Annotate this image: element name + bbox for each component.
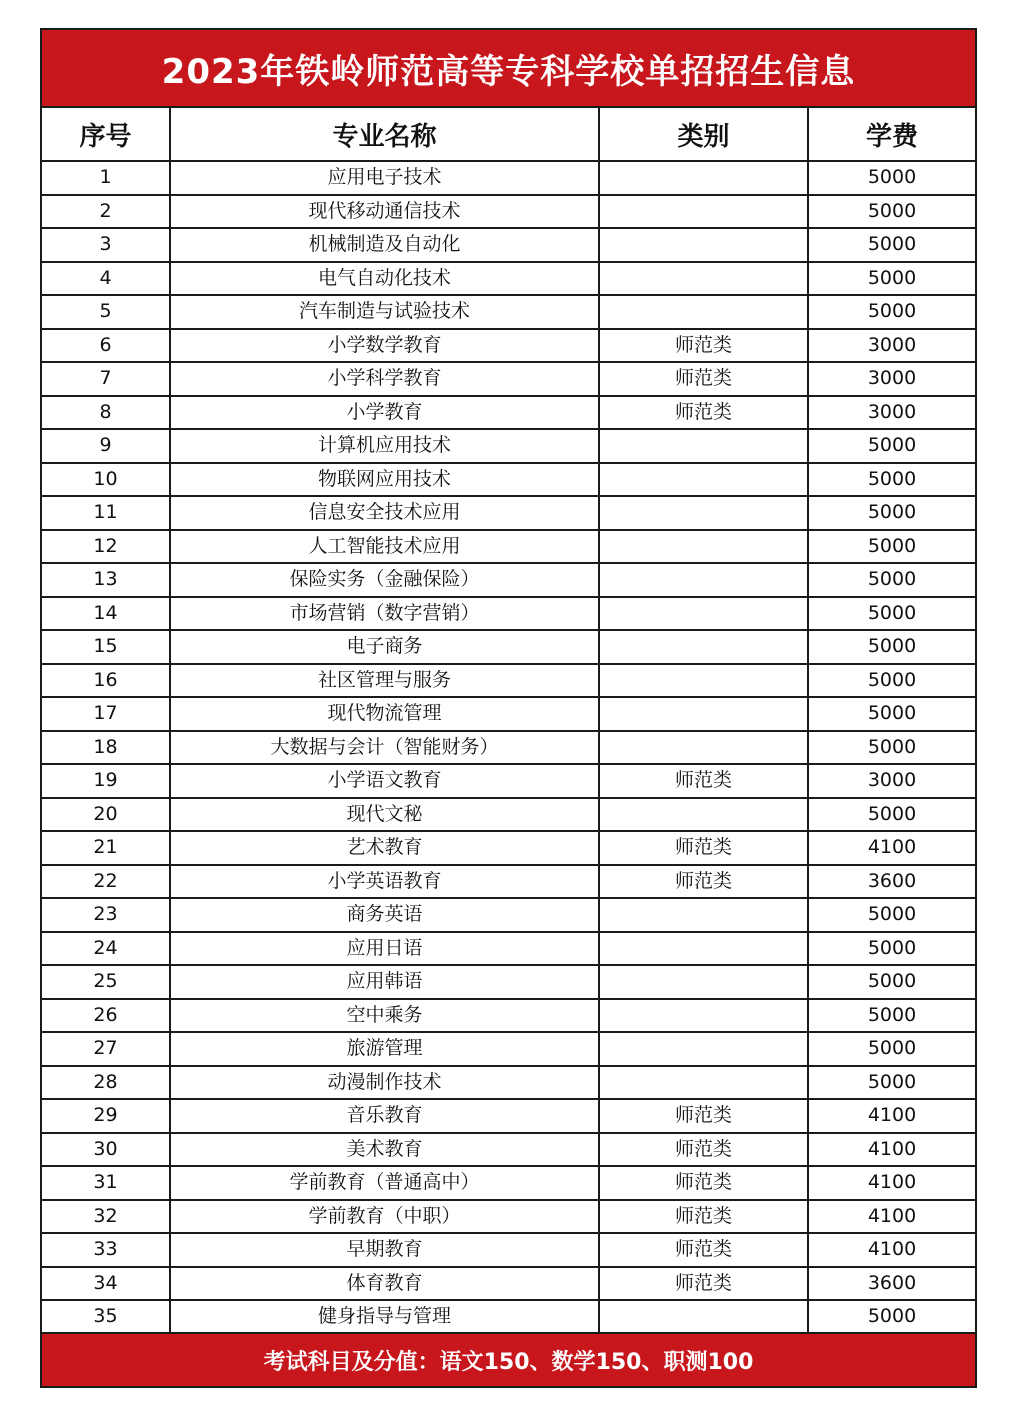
table-row <box>42 161 975 195</box>
cell-tuition: 5000 <box>808 1032 975 1066</box>
cell-major-name: 学前教育（中职） <box>170 1200 599 1234</box>
cell-major-name: 汽车制造与试验技术 <box>170 295 599 329</box>
cell-major-name: 音乐教育 <box>170 1099 599 1133</box>
table-row <box>42 396 975 430</box>
cell-tuition: 5000 <box>808 429 975 463</box>
cell-category <box>599 965 808 999</box>
cell-tuition: 5000 <box>808 630 975 664</box>
cell-category <box>599 630 808 664</box>
table-row <box>42 1200 975 1234</box>
cell-no: 15 <box>42 630 170 664</box>
cell-no: 34 <box>42 1267 170 1301</box>
cell-tuition: 5000 <box>808 932 975 966</box>
cell-major-name: 小学教育 <box>170 396 599 430</box>
cell-category <box>599 161 808 195</box>
table-row <box>42 965 975 999</box>
cell-no: 35 <box>42 1300 170 1334</box>
column-header-fee: 学费 <box>808 108 975 161</box>
cell-no: 4 <box>42 262 170 296</box>
cell-tuition: 4100 <box>808 1133 975 1167</box>
cell-major-name: 早期教育 <box>170 1233 599 1267</box>
table-row <box>42 563 975 597</box>
cell-no: 12 <box>42 530 170 564</box>
cell-tuition: 5000 <box>808 161 975 195</box>
cell-category: 师范类 <box>599 831 808 865</box>
cell-no: 21 <box>42 831 170 865</box>
cell-no: 20 <box>42 798 170 832</box>
column-header-name: 专业名称 <box>170 108 599 161</box>
cell-tuition: 4100 <box>808 831 975 865</box>
cell-tuition: 5000 <box>808 965 975 999</box>
cell-major-name: 应用韩语 <box>170 965 599 999</box>
cell-no: 24 <box>42 932 170 966</box>
table-row <box>42 831 975 865</box>
cell-major-name: 现代物流管理 <box>170 697 599 731</box>
table-row <box>42 429 975 463</box>
cell-tuition: 3600 <box>808 865 975 899</box>
table-row <box>42 664 975 698</box>
cell-major-name: 应用日语 <box>170 932 599 966</box>
table-row <box>42 262 975 296</box>
cell-no: 5 <box>42 295 170 329</box>
cell-category <box>599 496 808 530</box>
cell-no: 6 <box>42 329 170 363</box>
cell-tuition: 4100 <box>808 1099 975 1133</box>
cell-major-name: 小学数学教育 <box>170 329 599 363</box>
cell-no: 30 <box>42 1133 170 1167</box>
cell-tuition: 5000 <box>808 463 975 497</box>
cell-major-name: 市场营销（数字营销） <box>170 597 599 631</box>
table-row <box>42 228 975 262</box>
table-row <box>42 865 975 899</box>
cell-tuition: 5000 <box>808 295 975 329</box>
cell-tuition: 5000 <box>808 731 975 765</box>
cell-major-name: 空中乘务 <box>170 999 599 1033</box>
cell-tuition: 3000 <box>808 362 975 396</box>
cell-category: 师范类 <box>599 362 808 396</box>
table-body <box>42 161 975 1334</box>
cell-no: 32 <box>42 1200 170 1234</box>
cell-category <box>599 697 808 731</box>
cell-major-name: 小学英语教育 <box>170 865 599 899</box>
cell-major-name: 物联网应用技术 <box>170 463 599 497</box>
table-row <box>42 597 975 631</box>
cell-category: 师范类 <box>599 1233 808 1267</box>
cell-tuition: 5000 <box>808 664 975 698</box>
cell-tuition: 3000 <box>808 396 975 430</box>
column-header-type: 类别 <box>599 108 808 161</box>
cell-category: 师范类 <box>599 1133 808 1167</box>
cell-category <box>599 1066 808 1100</box>
table-row <box>42 1166 975 1200</box>
cell-no: 9 <box>42 429 170 463</box>
cell-no: 27 <box>42 1032 170 1066</box>
cell-tuition: 3000 <box>808 329 975 363</box>
cell-tuition: 5000 <box>808 999 975 1033</box>
cell-category <box>599 932 808 966</box>
cell-no: 26 <box>42 999 170 1033</box>
cell-major-name: 现代文秘 <box>170 798 599 832</box>
table-row <box>42 1032 975 1066</box>
cell-no: 8 <box>42 396 170 430</box>
cell-major-name: 大数据与会计（智能财务） <box>170 731 599 765</box>
cell-no: 17 <box>42 697 170 731</box>
cell-category <box>599 597 808 631</box>
cell-major-name: 信息安全技术应用 <box>170 496 599 530</box>
table-row <box>42 195 975 229</box>
cell-tuition: 4100 <box>808 1166 975 1200</box>
table-row <box>42 630 975 664</box>
cell-major-name: 机械制造及自动化 <box>170 228 599 262</box>
table-row <box>42 932 975 966</box>
table-row <box>42 463 975 497</box>
cell-tuition: 5000 <box>808 195 975 229</box>
cell-no: 7 <box>42 362 170 396</box>
exam-subjects-footer: 考试科目及分值：语文150、数学150、职测100 <box>42 1332 975 1386</box>
table-row <box>42 1133 975 1167</box>
cell-tuition: 5000 <box>808 262 975 296</box>
cell-no: 3 <box>42 228 170 262</box>
cell-no: 29 <box>42 1099 170 1133</box>
cell-tuition: 5000 <box>808 1066 975 1100</box>
cell-category <box>599 429 808 463</box>
cell-tuition: 5000 <box>808 798 975 832</box>
cell-major-name: 动漫制作技术 <box>170 1066 599 1100</box>
column-header-no: 序号 <box>42 108 170 161</box>
cell-category: 师范类 <box>599 329 808 363</box>
cell-major-name: 商务英语 <box>170 898 599 932</box>
cell-no: 19 <box>42 764 170 798</box>
cell-major-name: 学前教育（普通高中） <box>170 1166 599 1200</box>
table-row <box>42 1099 975 1133</box>
cell-tuition: 3000 <box>808 764 975 798</box>
table-row <box>42 496 975 530</box>
cell-tuition: 5000 <box>808 563 975 597</box>
cell-category: 师范类 <box>599 1099 808 1133</box>
cell-no: 10 <box>42 463 170 497</box>
cell-category: 师范类 <box>599 396 808 430</box>
page-title: 2023年铁岭师范高等专科学校单招招生信息 <box>42 30 975 108</box>
cell-category: 师范类 <box>599 865 808 899</box>
cell-major-name: 现代移动通信技术 <box>170 195 599 229</box>
table-row <box>42 798 975 832</box>
cell-tuition: 5000 <box>808 1300 975 1334</box>
cell-no: 23 <box>42 898 170 932</box>
cell-category: 师范类 <box>599 1166 808 1200</box>
cell-tuition: 5000 <box>808 530 975 564</box>
cell-category <box>599 295 808 329</box>
cell-category <box>599 1032 808 1066</box>
cell-major-name: 应用电子技术 <box>170 161 599 195</box>
cell-no: 25 <box>42 965 170 999</box>
cell-major-name: 人工智能技术应用 <box>170 530 599 564</box>
cell-major-name: 电子商务 <box>170 630 599 664</box>
cell-category: 师范类 <box>599 1267 808 1301</box>
cell-major-name: 小学科学教育 <box>170 362 599 396</box>
cell-major-name: 旅游管理 <box>170 1032 599 1066</box>
cell-major-name: 艺术教育 <box>170 831 599 865</box>
cell-category <box>599 195 808 229</box>
cell-tuition: 4100 <box>808 1233 975 1267</box>
majors-table <box>42 108 975 1335</box>
table-row <box>42 898 975 932</box>
cell-category <box>599 1300 808 1334</box>
cell-major-name: 计算机应用技术 <box>170 429 599 463</box>
cell-category <box>599 530 808 564</box>
cell-no: 22 <box>42 865 170 899</box>
cell-category <box>599 898 808 932</box>
cell-no: 16 <box>42 664 170 698</box>
cell-category <box>599 262 808 296</box>
cell-tuition: 5000 <box>808 898 975 932</box>
cell-no: 2 <box>42 195 170 229</box>
table-row <box>42 731 975 765</box>
cell-category <box>599 463 808 497</box>
cell-no: 31 <box>42 1166 170 1200</box>
cell-category <box>599 731 808 765</box>
table-row <box>42 530 975 564</box>
table-header-row <box>42 108 975 161</box>
cell-major-name: 电气自动化技术 <box>170 262 599 296</box>
cell-no: 13 <box>42 563 170 597</box>
table-row <box>42 1233 975 1267</box>
cell-no: 28 <box>42 1066 170 1100</box>
cell-tuition: 5000 <box>808 597 975 631</box>
table-row <box>42 999 975 1033</box>
table-row <box>42 362 975 396</box>
table-row <box>42 1267 975 1301</box>
cell-category: 师范类 <box>599 1200 808 1234</box>
cell-category <box>599 664 808 698</box>
cell-no: 33 <box>42 1233 170 1267</box>
cell-major-name: 小学语文教育 <box>170 764 599 798</box>
table-row <box>42 329 975 363</box>
cell-major-name: 美术教育 <box>170 1133 599 1167</box>
cell-major-name: 体育教育 <box>170 1267 599 1301</box>
cell-tuition: 4100 <box>808 1200 975 1234</box>
cell-category <box>599 228 808 262</box>
cell-no: 14 <box>42 597 170 631</box>
cell-category <box>599 563 808 597</box>
cell-major-name: 保险实务（金融保险） <box>170 563 599 597</box>
cell-major-name: 社区管理与服务 <box>170 664 599 698</box>
cell-no: 11 <box>42 496 170 530</box>
table-row <box>42 1300 975 1334</box>
cell-category: 师范类 <box>599 764 808 798</box>
table-row <box>42 697 975 731</box>
cell-no: 18 <box>42 731 170 765</box>
cell-tuition: 5000 <box>808 697 975 731</box>
table-row <box>42 295 975 329</box>
admission-info-sheet <box>40 28 977 1388</box>
cell-tuition: 5000 <box>808 496 975 530</box>
cell-no: 1 <box>42 161 170 195</box>
cell-tuition: 3600 <box>808 1267 975 1301</box>
table-row <box>42 764 975 798</box>
cell-category <box>599 798 808 832</box>
cell-category <box>599 999 808 1033</box>
cell-tuition: 5000 <box>808 228 975 262</box>
cell-major-name: 健身指导与管理 <box>170 1300 599 1334</box>
table-row <box>42 1066 975 1100</box>
